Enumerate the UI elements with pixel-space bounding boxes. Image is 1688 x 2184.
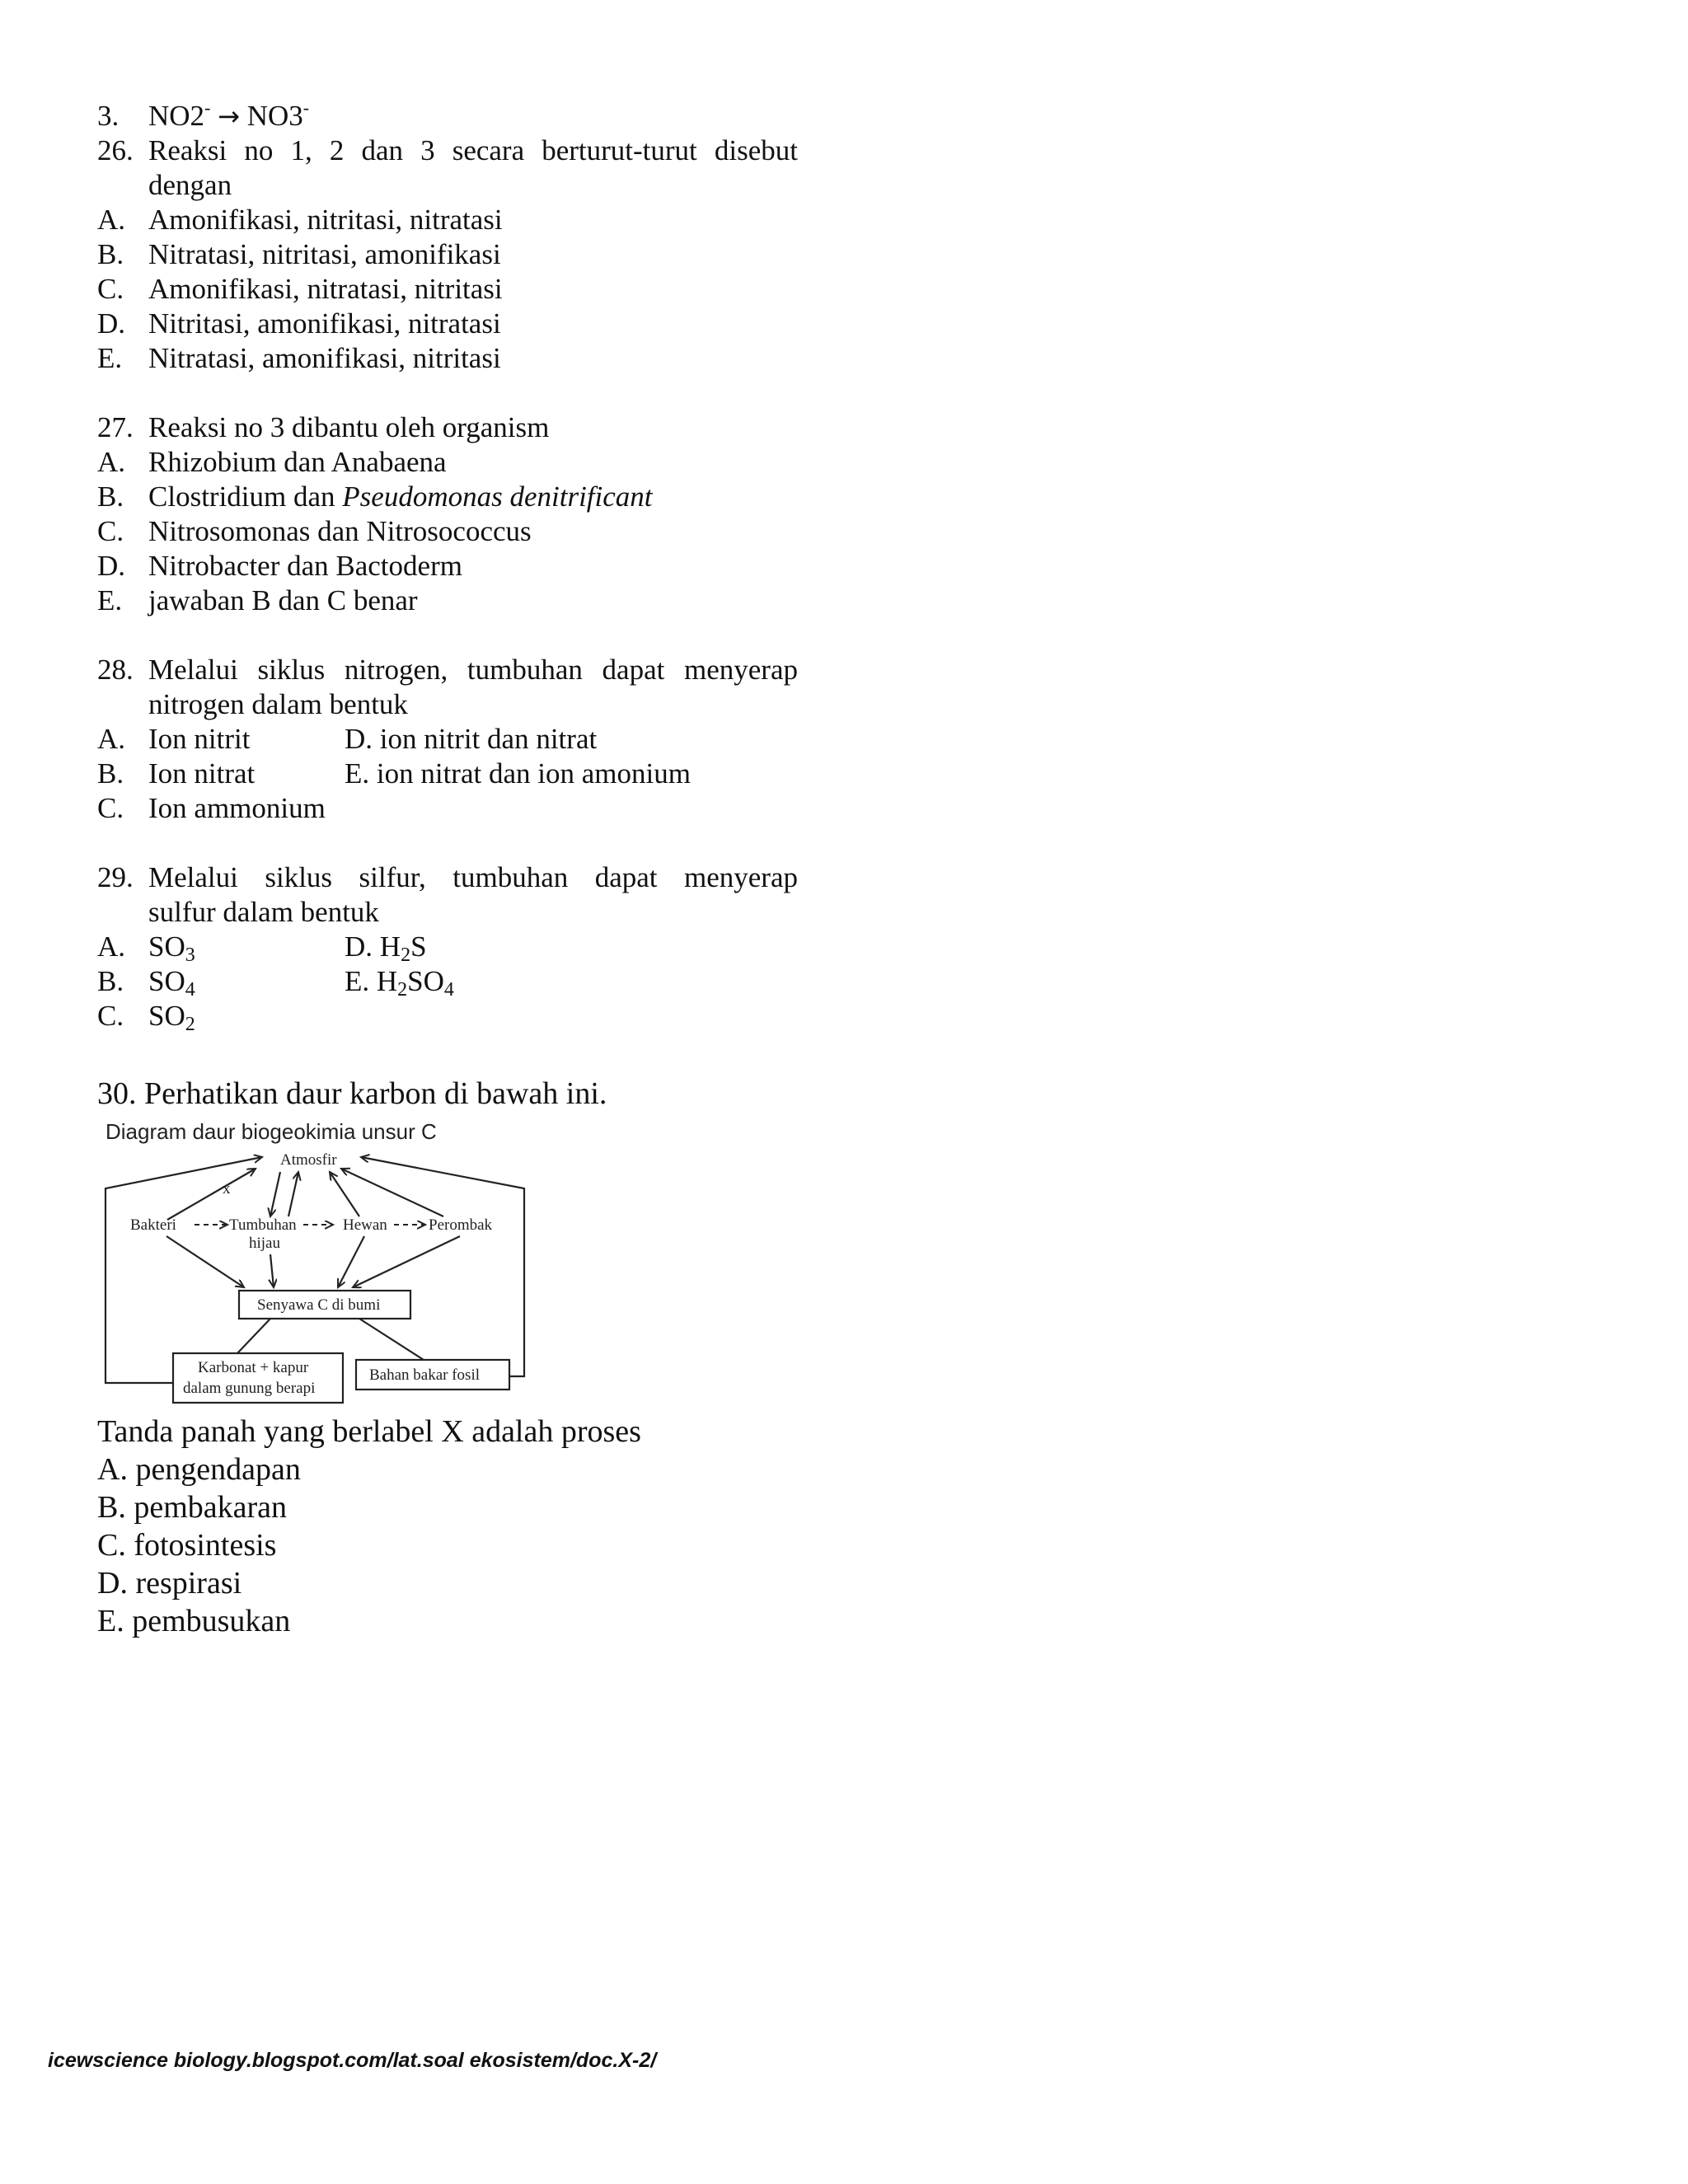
question-number: 29.	[97, 861, 134, 893]
option-key: B.	[97, 757, 124, 790]
reaction-text	[148, 99, 798, 134]
question-28	[97, 653, 798, 826]
arrow-perombak-to-senyawa	[353, 1236, 460, 1287]
option-text: Nitratasi, nitritasi, amonifikasi	[148, 238, 501, 270]
option-d: D. respirasi	[97, 1566, 242, 1601]
option-c	[97, 514, 798, 549]
question-text-line1: Reaksi no 1, 2 dan 3 secara berturut-turut disebut	[148, 134, 798, 166]
node-bakteri: Bakteri	[130, 1216, 176, 1234]
option-b	[97, 480, 798, 514]
option-text: Rhizobium dan Anabaena	[148, 446, 447, 478]
option-key: D.	[97, 307, 126, 340]
question-text-line2: sulfur dalam bentuk	[148, 896, 379, 928]
arrow-right-icon: →	[218, 101, 240, 132]
question-number: 27.	[97, 411, 134, 443]
option-key: A.	[97, 723, 126, 755]
option-d: D. $H_2S$	[345, 930, 427, 966]
option-d	[97, 549, 798, 583]
option-key: B.	[97, 480, 124, 513]
question-26	[97, 134, 798, 376]
option-key: C.	[97, 792, 124, 824]
option-c-formula: $SO_2$	[148, 1000, 195, 1035]
option-b-formula: $SO_4$	[148, 965, 195, 1001]
node-bahan-bakar: Bahan bakar fosil	[369, 1366, 481, 1384]
node-senyawa: Senyawa C di bumi	[257, 1296, 381, 1314]
option-b-text: Ion nitrat	[148, 757, 256, 790]
option-key: E.	[97, 584, 123, 616]
reactant-charge: -	[204, 97, 211, 118]
option-e: E. ion nitrat dan ion amonium	[345, 757, 691, 790]
option-c-text: Ion ammonium	[148, 792, 326, 824]
product: NO3	[246, 100, 303, 132]
option-text: Nitrosomonas dan Nitrosococcus	[148, 515, 532, 547]
option-d: D. ion nitrit dan nitrat	[345, 723, 598, 755]
node-tumbuhan-line2: hijau	[249, 1235, 280, 1252]
question-number: 28.	[97, 654, 134, 686]
arrow-atmosfir-to-tumbuhan	[270, 1172, 280, 1216]
option-b	[97, 237, 798, 272]
node-karbonat-line1: Karbonat + kapur	[198, 1359, 309, 1376]
carbon-cycle-diagram	[97, 1114, 542, 1411]
option-key: E.	[97, 342, 123, 374]
question-30-body	[97, 1413, 839, 1640]
arrow-perombak-to-atmosfir	[341, 1169, 443, 1216]
option-a-formula: $SO_3$	[148, 930, 195, 966]
diagram-title: Diagram daur biogeokimia unsur C	[106, 1119, 437, 1144]
option-row-2	[97, 757, 798, 791]
arrow-bakteri-to-senyawa	[166, 1236, 244, 1287]
node-karbonat-line2: dalam gunung berapi	[183, 1380, 316, 1397]
option-text	[148, 480, 798, 514]
option-row-3	[97, 999, 798, 1033]
option-text: Amonifikasi, nitritasi, nitratasi	[148, 204, 503, 236]
line-senyawa-to-fosil	[359, 1319, 424, 1360]
arrow-x	[167, 1169, 256, 1220]
option-key: B.	[97, 965, 124, 997]
option-text: jawaban B dan C benar	[148, 584, 418, 616]
option-key: C.	[97, 1000, 124, 1032]
option-b: B. pembakaran	[97, 1490, 288, 1525]
option-text: Amonifikasi, nitratasi, nitritasi	[148, 273, 503, 305]
arrow-hewan-to-atmosfir	[330, 1172, 359, 1216]
questions-column	[97, 99, 798, 1033]
question-30-heading: 30. Perhatikan daur karbon di bawah ini.	[97, 1076, 607, 1111]
option-key: B.	[97, 238, 124, 270]
option-text: Nitrobacter dan Bactoderm	[148, 550, 462, 582]
label-x: x	[223, 1180, 231, 1197]
product-charge: -	[302, 97, 310, 118]
option-c: C. fotosintesis	[97, 1528, 277, 1563]
arrow-karbonat-to-atmosfir	[106, 1157, 262, 1383]
option-key: C.	[97, 515, 124, 547]
line-senyawa-to-karbonat	[237, 1319, 270, 1353]
line-number: 3.	[97, 100, 120, 132]
option-key: A.	[97, 204, 126, 236]
question-text-line1: Melalui siklus nitrogen, tumbuhan dapat menyerap	[148, 654, 798, 686]
option-key: A.	[97, 446, 126, 478]
option-text-plain: Clostridium dan	[148, 480, 343, 513]
node-perombak: Perombak	[429, 1216, 493, 1234]
option-row-1	[97, 722, 798, 757]
option-e	[97, 341, 798, 376]
question-30-text: Tanda panah yang berlabel X adalah proses	[97, 1414, 641, 1449]
option-e	[97, 583, 798, 618]
node-hewan: Hewan	[343, 1216, 387, 1234]
node-tumbuhan: Tumbuhan	[229, 1216, 297, 1234]
option-a: A. pengendapan	[97, 1452, 301, 1487]
arrow-hewan-to-senyawa	[338, 1236, 364, 1287]
reactant: NO2	[148, 100, 205, 132]
option-a	[97, 445, 798, 480]
question-text: Reaksi no 3 dibantu oleh organism	[148, 411, 550, 443]
option-d	[97, 307, 798, 341]
question-text-line1: Melalui siklus silfur, tumbuhan dapat menyerap	[148, 861, 798, 893]
option-a-text: Ion nitrit	[148, 723, 251, 755]
arrow-tumbuhan-to-senyawa	[270, 1254, 274, 1287]
question-29	[97, 860, 798, 1033]
question-text-line2: dengan	[148, 169, 232, 201]
footer-source: icewscience biology.blogspot.com/lat.soal ekosistem/doc.X-2/	[48, 2049, 657, 2072]
option-text: Nitratasi, amonifikasi, nitritasi	[148, 342, 501, 374]
arrow-tumbuhan-to-atmosfir	[288, 1172, 298, 1216]
option-row-3	[97, 791, 798, 826]
option-c	[97, 272, 798, 307]
question-27	[97, 410, 798, 618]
node-atmosfir: Atmosfir	[280, 1151, 337, 1169]
option-key: D.	[97, 550, 126, 582]
option-e: E. $H_2SO_4$	[345, 965, 454, 1001]
option-row-2	[97, 964, 798, 999]
option-key: C.	[97, 273, 124, 305]
question-number: 26.	[97, 134, 134, 166]
option-text: Nitritasi, amonifikasi, nitratasi	[148, 307, 501, 340]
option-text-italic: Pseudomonas denitrificant	[342, 480, 653, 513]
option-e: E. pembusukan	[97, 1604, 291, 1638]
reaction-line-3	[97, 99, 798, 134]
option-row-1	[97, 930, 798, 964]
question-text-line2: nitrogen dalam bentuk	[148, 688, 408, 720]
option-a	[97, 203, 798, 237]
option-key: A.	[97, 930, 126, 963]
